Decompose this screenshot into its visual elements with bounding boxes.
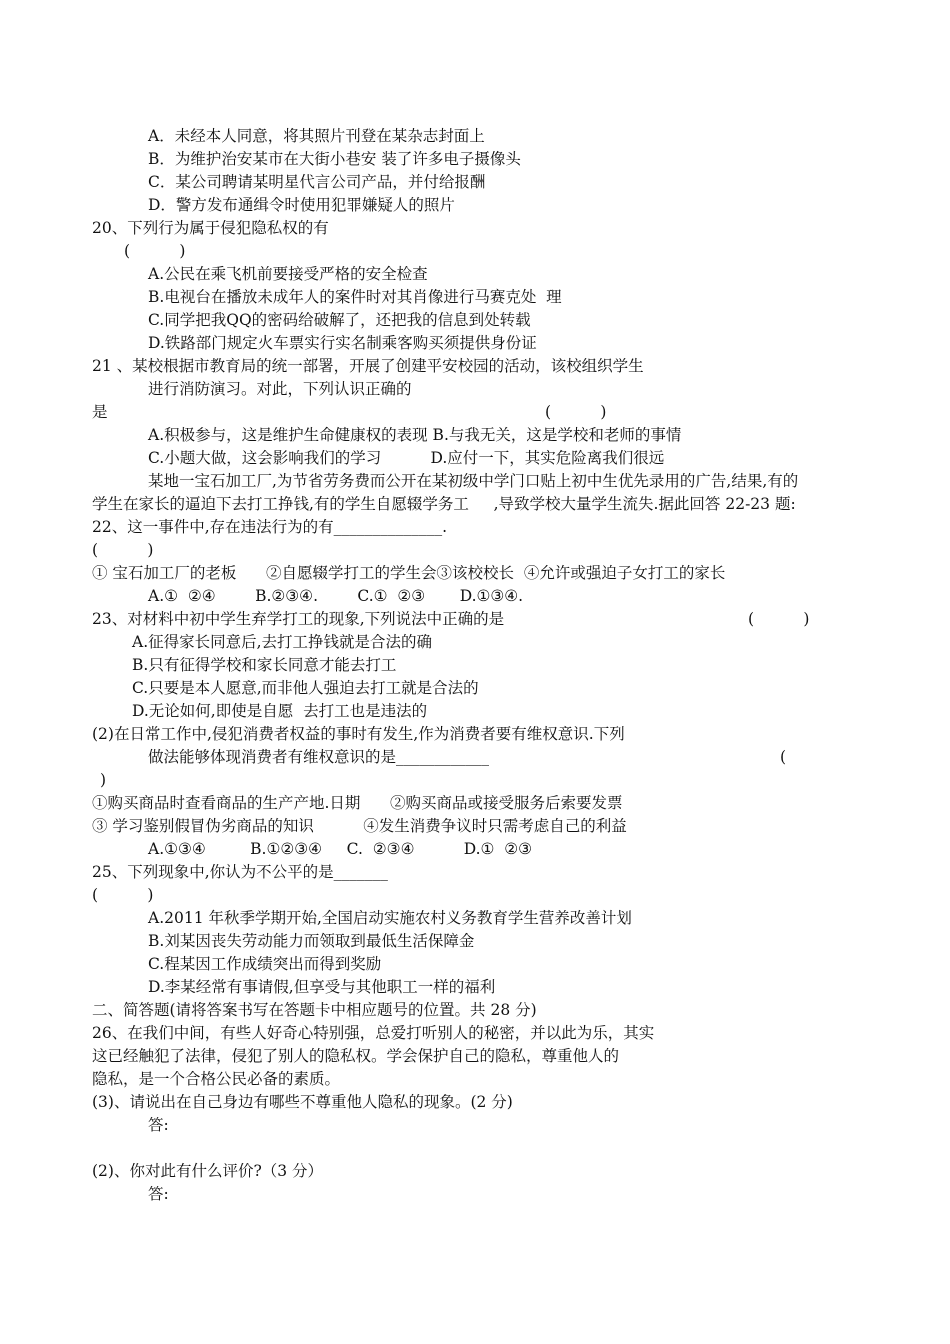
q24-items-12: ①购买商品时查看商品的生产产地.日期 ②购买商品或接受服务后索要发票 [92, 794, 623, 812]
q21-options-ab: A.积极参与，这是维护生命健康权的表现 B.与我无关，这是学校和老师的事情 [148, 426, 682, 444]
q19-option-a: A．未经本人同意，将其照片刊登在某杂志封面上 [148, 127, 485, 145]
q24-items-34: ③ 学习鉴别假冒伪劣商品的知识 ④发生消费争议时只需考虑自己的利益 [92, 817, 627, 835]
section-2-heading: 二、简答题(请将答案书写在答题卡中相应题号的位置。共 28 分) [92, 1001, 537, 1019]
q22-items: ① 宝石加工厂的老板 ②自愿辍学打工的学生会③该校校长 ④允许或强迫子女打工的家长 [92, 564, 726, 582]
q26-sub-2: (2)、你对此有什么评价?（3 分） [92, 1162, 324, 1180]
q26-sub-3: (3)、请说出在自己身边有哪些不尊重他人隐私的现象。(2 分) [92, 1093, 513, 1111]
q25-stem: 25、下列现象中,你认为不公平的是_______ [92, 863, 388, 881]
q19-option-b: B．为维护治安某市在大街小巷安 装了许多电子摄像头 [148, 150, 521, 168]
q26-stem: 26、在我们中间，有些人好奇心特别强，总爱打听别人的秘密，并以此为乐，其实 [92, 1024, 655, 1042]
q20-option-d: D.铁路部门规定火车票实行实名制乘客购买须提供身份证 [148, 334, 537, 352]
q23-answer-paren: ( ) [748, 610, 810, 628]
q24-answer-paren-close: ) [100, 771, 107, 789]
q25-option-c: C.程某因工作成绩突出而得到奖励 [148, 955, 382, 973]
q23-stem: 23、对材料中初中学生弃学打工的现象,下列说法中正确的是 [92, 610, 505, 628]
q24-options: A.①③④ B.①②③④ C. ②③④ D.① ②③ [148, 840, 533, 858]
q23-option-a: A.征得家长同意后,去打工挣钱就是合法的确 [132, 633, 433, 651]
q21-stem-end: 是 [92, 403, 108, 421]
material-paragraph-cont: 学生在家长的逼迫下去打工挣钱,有的学生自愿辍学务工 ,导致学校大量学生流失.据此回答 22-23 题: [92, 495, 796, 513]
q26-stem-end: 隐私，是一个合格公民必备的素质。 [92, 1070, 341, 1088]
q20-stem: 20、下列行为属于侵犯隐私权的有 [92, 219, 329, 237]
q20-answer-paren: ( ) [124, 242, 186, 260]
q25-option-d: D.李某经常有事请假,但享受与其他职工一样的福利 [148, 978, 496, 996]
q22-options: A.① ②④ B.②③④. C.① ②③ D.①③④. [148, 587, 524, 605]
q26-stem-cont: 这已经触犯了法律，侵犯了别人的隐私权。学会保护自己的隐私，尊重他人的 [92, 1047, 620, 1065]
q23-option-b: B.只有征得学校和家长同意才能去打工 [132, 656, 397, 674]
q24-stem-cont: 做法能够体现消费者有维权意识的是____________ [148, 748, 490, 766]
q25-answer-paren: ( ) [92, 886, 154, 904]
q21-stem-cont: 进行消防演习。对此，下列认识正确的 [148, 380, 412, 398]
q21-answer-paren: ( ) [545, 403, 607, 421]
q20-option-b: B.电视台在播放未成年人的案件时对其肖像进行马赛克处 理 [148, 288, 562, 306]
q24-stem: (2)在日常工作中,侵犯消费者权益的事时有发生,作为消费者要有维权意识.下列 [92, 725, 625, 743]
q23-option-c: C.只要是本人愿意,而非他人强迫去打工就是合法的 [132, 679, 479, 697]
q25-option-b: B.刘某因丧失劳动能力而领取到最低生活保障金 [148, 932, 475, 950]
material-paragraph: 某地一宝石加工厂,为节省劳务费而公开在某初级中学门口贴上初中生优先录用的广告,结果,有的 [148, 472, 799, 490]
q21-options-cd: C.小题大做，这会影响我们的学习 D.应付一下，其实危险离我们很远 [148, 449, 665, 467]
q20-option-c: C.同学把我QQ的密码给破解了，还把我的信息到处转载 [148, 311, 531, 329]
q22-answer-paren: ( ) [92, 541, 154, 559]
q26-sub-3-answer-label: 答: [148, 1116, 169, 1134]
q21-stem: 21 、某校根据市教育局的统一部署，开展了创建平安校园的活动，该校组织学生 [92, 357, 644, 375]
q19-option-d: D．警方发布通缉令时使用犯罪嫌疑人的照片 [148, 196, 455, 214]
q19-option-c: C．某公司聘请某明星代言公司产品，并付给报酬 [148, 173, 486, 191]
q22-stem: 22、这一事件中,存在违法行为的有______________. [92, 518, 448, 536]
q24-answer-paren-open: ( [780, 748, 787, 766]
q26-sub-2-answer-label: 答: [148, 1185, 169, 1203]
q25-option-a: A.2011 年秋季学期开始,全国启动实施农村义务教育学生营养改善计划 [148, 909, 632, 927]
q20-option-a: A.公民在乘飞机前要接受严格的安全检查 [148, 265, 428, 283]
q23-option-d: D.无论如何,即使是自愿 去打工也是违法的 [132, 702, 428, 720]
